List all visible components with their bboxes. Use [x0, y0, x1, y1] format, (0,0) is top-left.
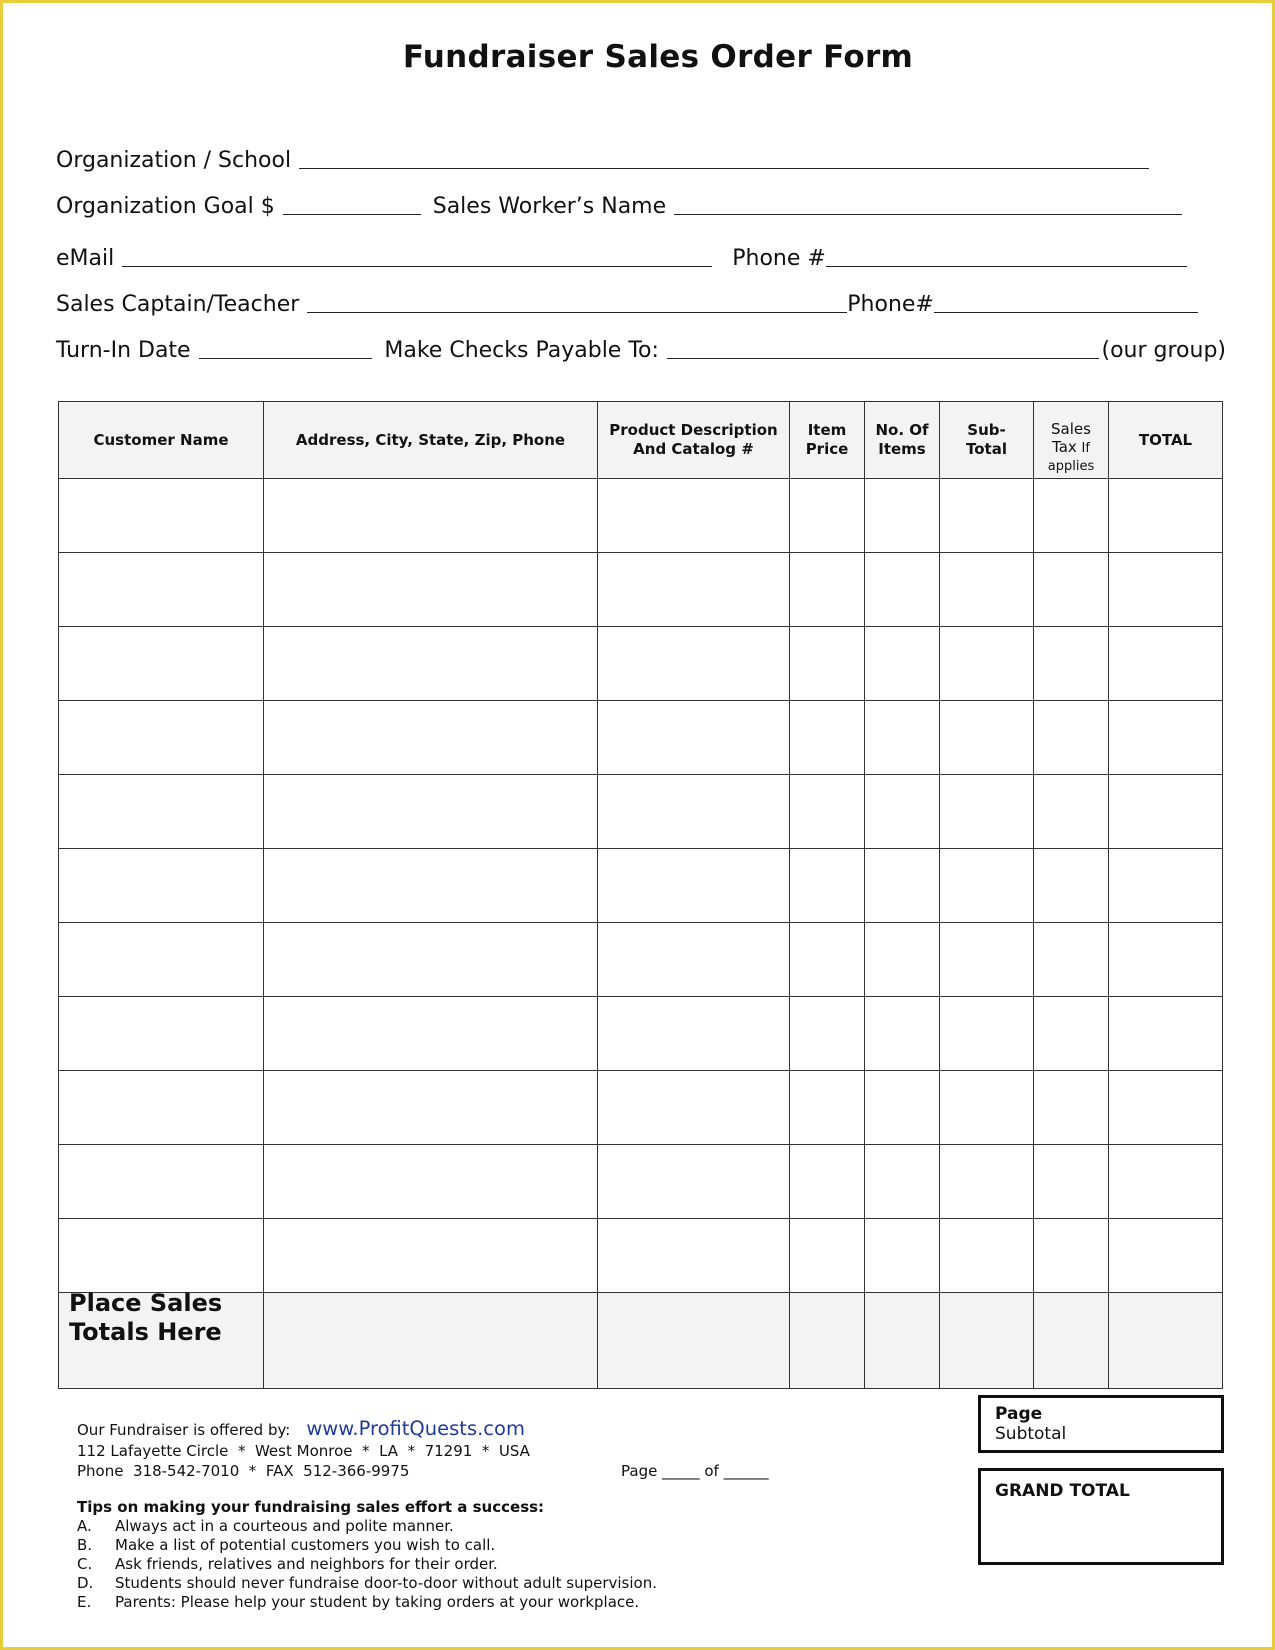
- grand-total-label: GRAND TOTAL: [995, 1481, 1130, 1501]
- cell-tax[interactable]: [1034, 553, 1109, 627]
- totals-cell-items[interactable]: [865, 1293, 940, 1389]
- cell-product[interactable]: [598, 923, 790, 997]
- cell-subtotal[interactable]: [940, 701, 1034, 775]
- form-title: Fundraiser Sales Order Form: [402, 39, 914, 75]
- tip-letter: E.: [77, 1593, 92, 1611]
- cell-price[interactable]: [790, 627, 865, 701]
- cell-customer[interactable]: [59, 849, 264, 923]
- cell-customer[interactable]: [59, 775, 264, 849]
- offer-line: [77, 1419, 657, 1441]
- cell-tax[interactable]: [1034, 1219, 1109, 1293]
- cell-items[interactable]: [865, 997, 940, 1071]
- cell-price[interactable]: [790, 1071, 865, 1145]
- cell-address[interactable]: [264, 1071, 598, 1145]
- header-items-line1: No. Of: [875, 421, 929, 439]
- cell-total[interactable]: [1109, 1145, 1223, 1219]
- cell-price[interactable]: [790, 849, 865, 923]
- cell-total[interactable]: [1109, 997, 1223, 1071]
- page-number-field[interactable]: Page _____ of ______: [621, 1462, 769, 1480]
- tip-letter: C.: [77, 1555, 93, 1573]
- table-row: [59, 1145, 1223, 1219]
- cell-items[interactable]: [865, 1145, 940, 1219]
- header-customer-name: Customer Name: [59, 402, 264, 479]
- captain-phone-field[interactable]: [934, 287, 1198, 313]
- cell-price[interactable]: [790, 553, 865, 627]
- table-row: [59, 997, 1223, 1071]
- cell-total[interactable]: [1109, 701, 1223, 775]
- cell-items[interactable]: [865, 1219, 940, 1293]
- cell-items[interactable]: [865, 479, 940, 553]
- cell-tax[interactable]: [1034, 1071, 1109, 1145]
- cell-total[interactable]: [1109, 627, 1223, 701]
- tips-list: [77, 1517, 657, 1612]
- cell-product[interactable]: [598, 775, 790, 849]
- cell-price[interactable]: [790, 997, 865, 1071]
- table-row: [59, 701, 1223, 775]
- field-row-turnin: [56, 317, 1226, 363]
- cell-address[interactable]: [264, 479, 598, 553]
- cell-total[interactable]: [1109, 849, 1223, 923]
- totals-row: [59, 1293, 1223, 1389]
- header-sub-line2: Total: [966, 440, 1007, 458]
- captain-label: Sales Captain/Teacher: [56, 292, 300, 317]
- cell-total[interactable]: [1109, 775, 1223, 849]
- goal-field[interactable]: [283, 189, 421, 215]
- cell-product[interactable]: [598, 1071, 790, 1145]
- turnin-date-field[interactable]: [199, 333, 373, 359]
- tips-title: Tips on making your fundraising sales effort a success:: [77, 1497, 545, 1516]
- totals-cell-tax[interactable]: [1034, 1293, 1109, 1389]
- cell-product[interactable]: [598, 701, 790, 775]
- tip-letter: D.: [77, 1574, 94, 1592]
- cell-customer[interactable]: [59, 923, 264, 997]
- cell-customer[interactable]: [59, 701, 264, 775]
- table-row: [59, 627, 1223, 701]
- footer-phone: Phone 318-542-7010 * FAX 512-366-9975: [77, 1462, 410, 1480]
- totals-cell-address[interactable]: [264, 1293, 598, 1389]
- cell-product[interactable]: [598, 553, 790, 627]
- cell-subtotal[interactable]: [940, 775, 1034, 849]
- captain-field[interactable]: [307, 287, 847, 313]
- cell-total[interactable]: [1109, 1071, 1223, 1145]
- header-address: Address, City, State, Zip, Phone: [264, 402, 598, 479]
- cell-tax[interactable]: [1034, 1145, 1109, 1219]
- organization-field[interactable]: [299, 143, 1149, 169]
- cell-price[interactable]: [790, 701, 865, 775]
- cell-customer[interactable]: [59, 1219, 264, 1293]
- email-field[interactable]: [122, 241, 712, 267]
- cell-subtotal[interactable]: [940, 849, 1034, 923]
- cell-price[interactable]: [790, 1219, 865, 1293]
- header-product-line2: And Catalog #: [633, 440, 754, 458]
- tip-item: [77, 1574, 657, 1593]
- cell-total[interactable]: [1109, 553, 1223, 627]
- cell-tax[interactable]: [1034, 479, 1109, 553]
- email-label: eMail: [56, 246, 115, 271]
- cell-items[interactable]: [865, 775, 940, 849]
- cell-tax[interactable]: [1034, 997, 1109, 1071]
- header-tax-line2b: If: [1081, 441, 1090, 456]
- cell-product[interactable]: [598, 1219, 790, 1293]
- page-subtotal-box[interactable]: [978, 1395, 1224, 1453]
- cell-product[interactable]: [598, 849, 790, 923]
- turnin-label: Turn-In Date: [56, 338, 191, 363]
- footer-info: [77, 1419, 657, 1612]
- header-total: TOTAL: [1109, 402, 1223, 479]
- cell-address[interactable]: [264, 1219, 598, 1293]
- header-product: [598, 402, 790, 479]
- totals-label: [59, 1289, 264, 1389]
- cell-tax[interactable]: [1034, 923, 1109, 997]
- cell-address[interactable]: [264, 553, 598, 627]
- tip-text: Students should never fundraise door-to-door without adult supervision.: [115, 1574, 657, 1592]
- header-tax-line1: Sales: [1051, 420, 1091, 438]
- cell-address[interactable]: [264, 775, 598, 849]
- cell-total[interactable]: [1109, 479, 1223, 553]
- header-tax-line3: applies: [1047, 459, 1095, 474]
- table-row: [59, 1219, 1223, 1293]
- cell-tax[interactable]: [1034, 627, 1109, 701]
- cell-price[interactable]: [790, 479, 865, 553]
- totals-cell-product[interactable]: [598, 1293, 790, 1389]
- field-row-captain: [56, 271, 1226, 317]
- header-sub-line1: Sub-: [967, 421, 1006, 439]
- offered-by-label: Our Fundraiser is offered by:: [77, 1421, 291, 1439]
- cell-product[interactable]: [598, 479, 790, 553]
- our-group-label: (our group): [1101, 338, 1226, 363]
- form-fields: [56, 127, 1226, 363]
- subtotal-line2: Subtotal: [995, 1424, 1067, 1444]
- subtotal-line1: Page: [995, 1404, 1043, 1424]
- cell-items[interactable]: [865, 923, 940, 997]
- cell-price[interactable]: [790, 1145, 865, 1219]
- cell-price[interactable]: [790, 923, 865, 997]
- phone-label: Phone #: [732, 246, 826, 271]
- checks-label: Make Checks Payable To:: [384, 338, 659, 363]
- totals-cell-subtotal[interactable]: [940, 1293, 1034, 1389]
- header-price-line2: Price: [805, 440, 849, 458]
- captain-phone-label: Phone#: [847, 292, 934, 317]
- payable-to-field[interactable]: [667, 333, 1100, 359]
- totals-cell-total[interactable]: [1109, 1293, 1223, 1389]
- header-items-line2: Items: [878, 440, 926, 458]
- organization-label: Organization / School: [56, 148, 292, 173]
- header-product-line1: Product Description: [609, 421, 778, 439]
- cell-address[interactable]: [264, 997, 598, 1071]
- cell-items[interactable]: [865, 701, 940, 775]
- cell-customer[interactable]: [59, 1071, 264, 1145]
- cell-subtotal[interactable]: [940, 627, 1034, 701]
- cell-customer[interactable]: [59, 627, 264, 701]
- header-sales-tax: [1034, 402, 1109, 479]
- tip-item: [77, 1536, 657, 1555]
- footer-address: 112 Lafayette Circle * West Monroe * LA * 71291 * USA: [77, 1441, 530, 1460]
- tip-text: Always act in a courteous and polite manner.: [115, 1517, 454, 1535]
- totals-label-line2: Totals Here: [69, 1318, 222, 1346]
- header-subtotal: [940, 402, 1034, 479]
- phone-field[interactable]: [826, 241, 1187, 267]
- cell-subtotal[interactable]: [940, 1145, 1034, 1219]
- table-row: [59, 775, 1223, 849]
- field-row-goal: [56, 173, 1226, 219]
- cell-customer[interactable]: [59, 1145, 264, 1219]
- cell-customer[interactable]: [59, 553, 264, 627]
- orders-table: [58, 401, 1223, 1389]
- cell-subtotal[interactable]: [940, 1071, 1034, 1145]
- cell-customer[interactable]: [59, 479, 264, 553]
- tip-text: Parents: Please help your student by taking orders at your workplace.: [115, 1593, 640, 1611]
- worker-name-field[interactable]: [674, 189, 1182, 215]
- table-row: [59, 553, 1223, 627]
- cell-subtotal[interactable]: [940, 1219, 1034, 1293]
- header-price-line1: Item: [807, 421, 847, 439]
- totals-label-line1: Place Sales: [69, 1289, 223, 1317]
- cell-subtotal[interactable]: [940, 479, 1034, 553]
- cell-product[interactable]: [598, 1145, 790, 1219]
- totals-cell-price[interactable]: [790, 1293, 865, 1389]
- header-no-of-items: [865, 402, 940, 479]
- tip-item: [77, 1517, 657, 1536]
- cell-subtotal[interactable]: [940, 997, 1034, 1071]
- field-row-email: [56, 219, 1226, 271]
- field-row-organization: [56, 127, 1226, 173]
- tip-item: [77, 1593, 657, 1612]
- tip-letter: B.: [77, 1536, 93, 1554]
- cell-price[interactable]: [790, 775, 865, 849]
- cell-items[interactable]: [865, 849, 940, 923]
- cell-customer[interactable]: [59, 997, 264, 1071]
- cell-address[interactable]: [264, 627, 598, 701]
- cell-subtotal[interactable]: [940, 553, 1034, 627]
- cell-items[interactable]: [865, 1071, 940, 1145]
- cell-tax[interactable]: [1034, 849, 1109, 923]
- tip-item: [77, 1555, 657, 1574]
- header-tax-line2a: Tax: [1052, 438, 1077, 456]
- table-row: [59, 923, 1223, 997]
- cell-address[interactable]: [264, 1145, 598, 1219]
- grand-total-box[interactable]: [978, 1468, 1224, 1565]
- order-rows: [59, 479, 1223, 1293]
- cell-address[interactable]: [264, 849, 598, 923]
- worker-label: Sales Worker’s Name: [432, 194, 667, 219]
- cell-items[interactable]: [865, 627, 940, 701]
- tip-letter: A.: [77, 1517, 92, 1535]
- table-row: [59, 479, 1223, 553]
- table-row: [59, 1071, 1223, 1145]
- header-row: [59, 402, 1223, 479]
- table-row: [59, 849, 1223, 923]
- cell-total[interactable]: [1109, 1219, 1223, 1293]
- header-item-price: [790, 402, 865, 479]
- cell-tax[interactable]: [1034, 701, 1109, 775]
- tip-text: Ask friends, relatives and neighbors for their order.: [115, 1555, 498, 1573]
- cell-items[interactable]: [865, 553, 940, 627]
- cell-subtotal[interactable]: [940, 923, 1034, 997]
- cell-address[interactable]: [264, 923, 598, 997]
- cell-tax[interactable]: [1034, 775, 1109, 849]
- goal-label: Organization Goal $: [56, 194, 275, 219]
- cell-total[interactable]: [1109, 923, 1223, 997]
- website-link[interactable]: www.ProfitQuests.com: [306, 1417, 525, 1440]
- cell-product[interactable]: [598, 627, 790, 701]
- cell-address[interactable]: [264, 701, 598, 775]
- cell-product[interactable]: [598, 997, 790, 1071]
- tip-text: Make a list of potential customers you wish to call.: [115, 1536, 496, 1554]
